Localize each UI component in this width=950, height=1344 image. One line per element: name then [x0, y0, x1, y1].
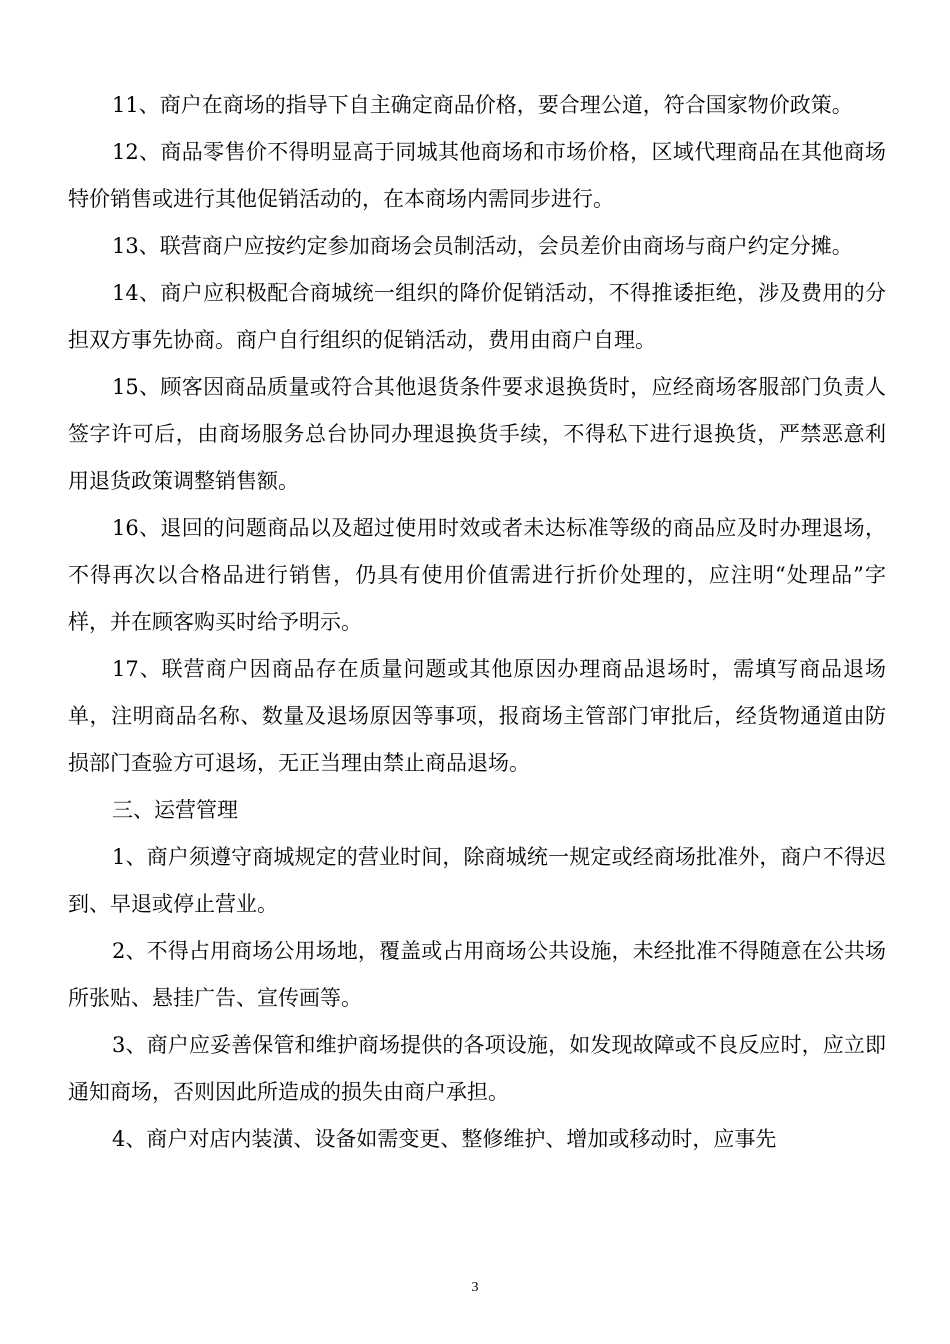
paragraph-item-3: 3、商户应妥善保管和维护商场提供的各项设施，如发现故障或不良反应时，应立即通知商场，否则因此所造成的损失由商户承担。	[68, 1033, 886, 1104]
paragraph-item-17: 17、联营商户因商品存在质量问题或其他原因办理商品退场时，需填写商品退场单，注明商品名称、数量及退场原因等事项，报商场主管部门审批后，经货物通道由防损部门查验方可退场，无正当理由禁止商品退场。	[68, 657, 886, 775]
section-heading-operations: 三、运营管理	[112, 798, 238, 822]
paragraph-item-14: 14、商户应积极配合商城统一组织的降价促销活动，不得推诿拒绝，涉及费用的分担双方事先协商。商户自行组织的促销活动，费用由商户自理。	[68, 281, 886, 352]
paragraph-item-11: 11、商户在商场的指导下自主确定商品价格，要合理公道，符合国家物价政策。	[112, 93, 853, 117]
page-number: 3	[471, 1280, 479, 1295]
paragraph-item-16: 16、退回的问题商品以及超过使用时效或者未达标准等级的商品应及时办理退场，不得再次以合格品进行销售，仍具有使用价值需进行折价处理的，应注明“处理品”字样，并在顾客购买时给予明示。	[68, 516, 886, 634]
paragraph-item-1: 1、商户须遵守商城规定的营业时间，除商城统一规定或经商场批准外，商户不得迟到、早退或停止营业。	[68, 845, 886, 916]
paragraph-item-4: 4、商户对店内装潢、设备如需变更、整修维护、增加或移动时，应事先	[112, 1127, 777, 1151]
document-body	[68, 82, 886, 1163]
paragraph-item-13: 13、联营商户应按约定参加商场会员制活动，会员差价由商场与商户约定分摊。	[112, 234, 853, 258]
paragraph-item-15: 15、顾客因商品质量或符合其他退货条件要求退换货时，应经商场客服部门负责人签字许可后，由商场服务总台协同办理退换货手续，不得私下进行退换货，严禁恶意利用退货政策调整销售额。	[68, 375, 886, 493]
paragraph-item-12: 12、商品零售价不得明显高于同城其他商场和市场价格，区域代理商品在其他商场特价销售或进行其他促销活动的，在本商场内需同步进行。	[68, 140, 886, 211]
paragraph-item-2: 2、不得占用商场公用场地，覆盖或占用商场公共设施，未经批准不得随意在公共场所张贴、悬挂广告、宣传画等。	[68, 939, 886, 1010]
